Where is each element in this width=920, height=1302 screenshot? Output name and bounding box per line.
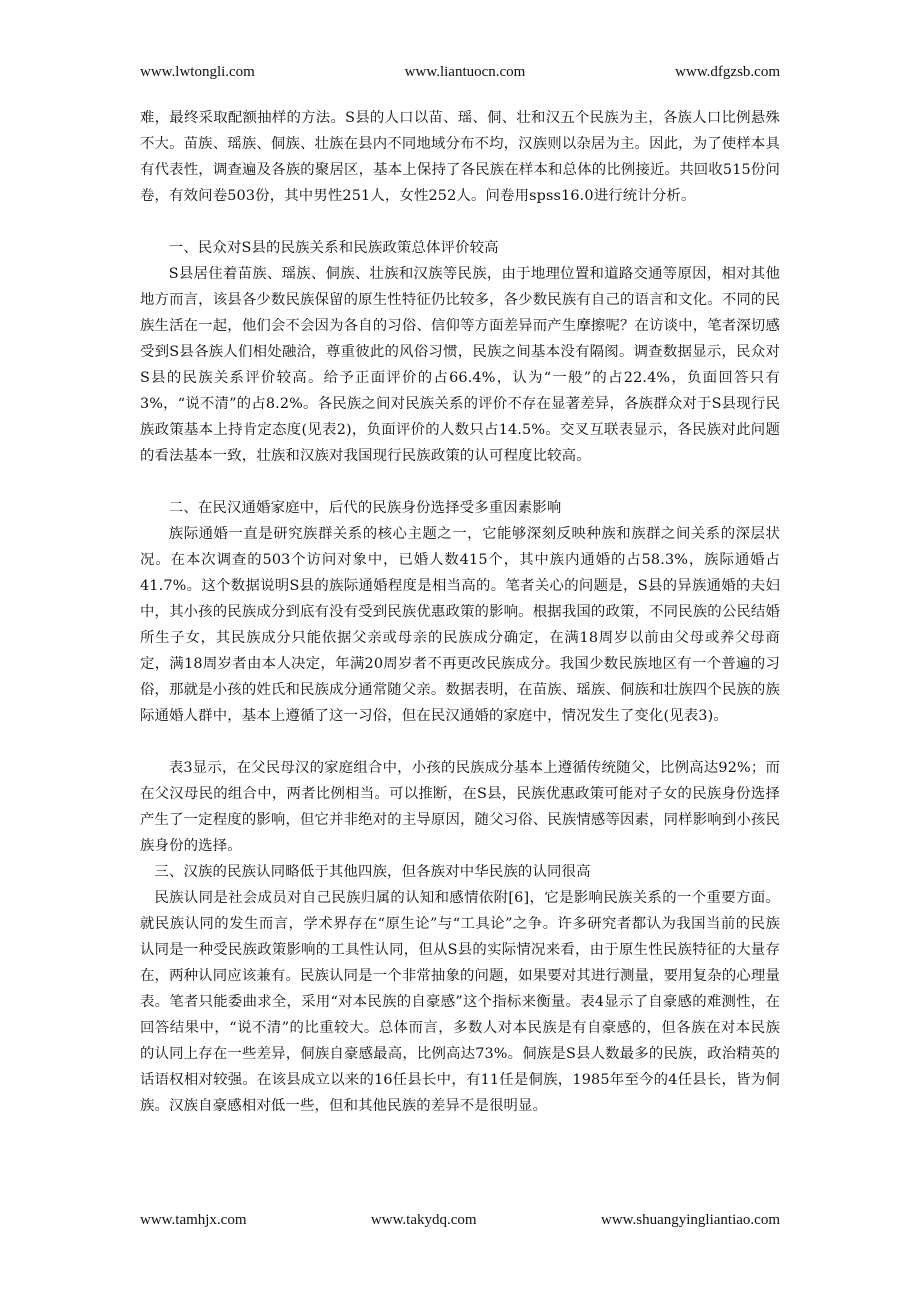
page-footer — [140, 1212, 780, 1229]
paragraph: S县居住着苗族、瑶族、侗族、壮族和汉族等民族，由于地理位置和道路交通等原因，相对其他地方而言，该县各少数民族保留的原生性特征仍比较多，各少数民族有自己的语言和文化。不同的民族生活在一起，他们会不会因为各自的习俗、信仰等方面差异而产生摩擦呢？在访谈中，笔者深切感受到S县各族人们相处融洽，尊重彼此的风俗习惯，民族之间基本没有隔阂。调查数据显示，民众对S县的民族关系评价较高。给予正面评价的占66.4%，认为“一般”的占22.4%，负面回答只有3%，“说不清”的占8.2%。各民族之间对民族关系的评价不存在显著差异，各族群众对于S县现行民族政策基本上持肯定态度(见表2)，负面评价的人数只占14.5%。交叉互联表显示，各民族对此问题的看法基本一致，壮族和汉族对我国现行民族政策的认可程度比较高。 — [140, 266, 780, 464]
footer-link-center[interactable]: www.takydq.com — [370, 1212, 477, 1228]
section-heading: 一、民众对S县的民族关系和民族政策总体评价较高 — [168, 240, 499, 256]
header-link-right[interactable]: www.dfgzsb.com — [675, 64, 780, 80]
header-link-center[interactable]: www.liantuocn.com — [404, 64, 526, 80]
paragraph: 难，最终采取配额抽样的方法。S县的人口以苗、瑶、侗、壮和汉五个民族为主，各族人口比例悬殊不大。苗族、瑶族、侗族、壮族在县内不同地域分布不均，汉族则以杂居为主。因此，为了使样本具有代表性，调查遍及各族的聚居区，基本上保持了各民族在样本和总体的比例接近。共回收515份问卷，有效问卷503份，其中男性251人，女性252人。问卷用spss16.0进行统计分析。 — [140, 110, 780, 204]
paragraph: 表3显示，在父民母汉的家庭组合中，小孩的民族成分基本上遵循传统随父，比例高达92%；而在父汉母民的组合中，两者比例相当。可以推断，在S县，民族优惠政策可能对子女的民族身份选择产生了一定程度的影响，但它并非绝对的主导原因，随父习俗、民族情感等因素，同样影响到小孩民族身份的选择。 — [140, 760, 780, 854]
document-body — [140, 105, 780, 1119]
section-heading: 二、在民汉通婚家庭中，后代的民族身份选择受多重因素影响 — [168, 500, 562, 516]
footer-link-left[interactable]: www.tamhjx.com — [140, 1212, 247, 1228]
header-link-left[interactable]: www.lwtongli.com — [140, 64, 255, 80]
page-header — [140, 64, 780, 81]
footer-link-right[interactable]: www.shuangyingliantiao.com — [600, 1212, 780, 1228]
section-heading: 三、汉族的民族认同略低于其他四族，但各族对中华民族的认同很高 — [154, 864, 591, 880]
paragraph: 族际通婚一直是研究族群关系的核心主题之一，它能够深刻反映种族和族群之间关系的深层状况。在本次调查的503个访问对象中，已婚人数415个，其中族内通婚的占58.3%，族际通婚占41.7%。这个数据说明S县的族际通婚程度是相当高的。笔者关心的问题是，S县的异族通婚的夫妇中，其小孩的民族成分到底有没有受到民族优惠政策的影响。根据我国的政策，不同民族的公民结婚所生子女，其民族成分只能依据父亲或母亲的民族成分确定，在满18周岁以前由父母或养父母商定，满18周岁者由本人决定，年满20周岁者不再更改民族成分。我国少数民族地区有一个普遍的习俗，那就是小孩的姓氏和民族成分通常随父亲。数据表明，在苗族、瑶族、侗族和壮族四个民族的族际通婚人群中，基本上遵循了这一习俗，但在民汉通婚的家庭中，情况发生了变化(见表3)。 — [140, 526, 780, 724]
paragraph: 民族认同是社会成员对自己民族归属的认知和感情依附[6]，它是影响民族关系的一个重要方面。就民族认同的发生而言，学术界存在“原生论”与“工具论”之争。许多研究者都认为我国当前的民族认同是一种受民族政策影响的工具性认同，但从S县的实际情况来看，由于原生性民族特征的大量存在，两种认同应该兼有。民族认同是一个非常抽象的问题，如果要对其进行测量，要用复杂的心理量表。笔者只能委曲求全，采用“对本民族的自豪感”这个指标来衡量。表4显示了自豪感的难测性，在回答结果中，“说不清”的比重较大。总体而言，多数人对本民族是有自豪感的，但各族在对本民族的认同上存在一些差异，侗族自豪感最高，比例高达73%。侗族是S县人数最多的民族，政治精英的话语权相对较强。在该县成立以来的16任县长中，有11任是侗族，1985年至今的4任县长，皆为侗族。汉族自豪感相对低一些，但和其他民族的差异不是很明显。 — [140, 890, 780, 1114]
